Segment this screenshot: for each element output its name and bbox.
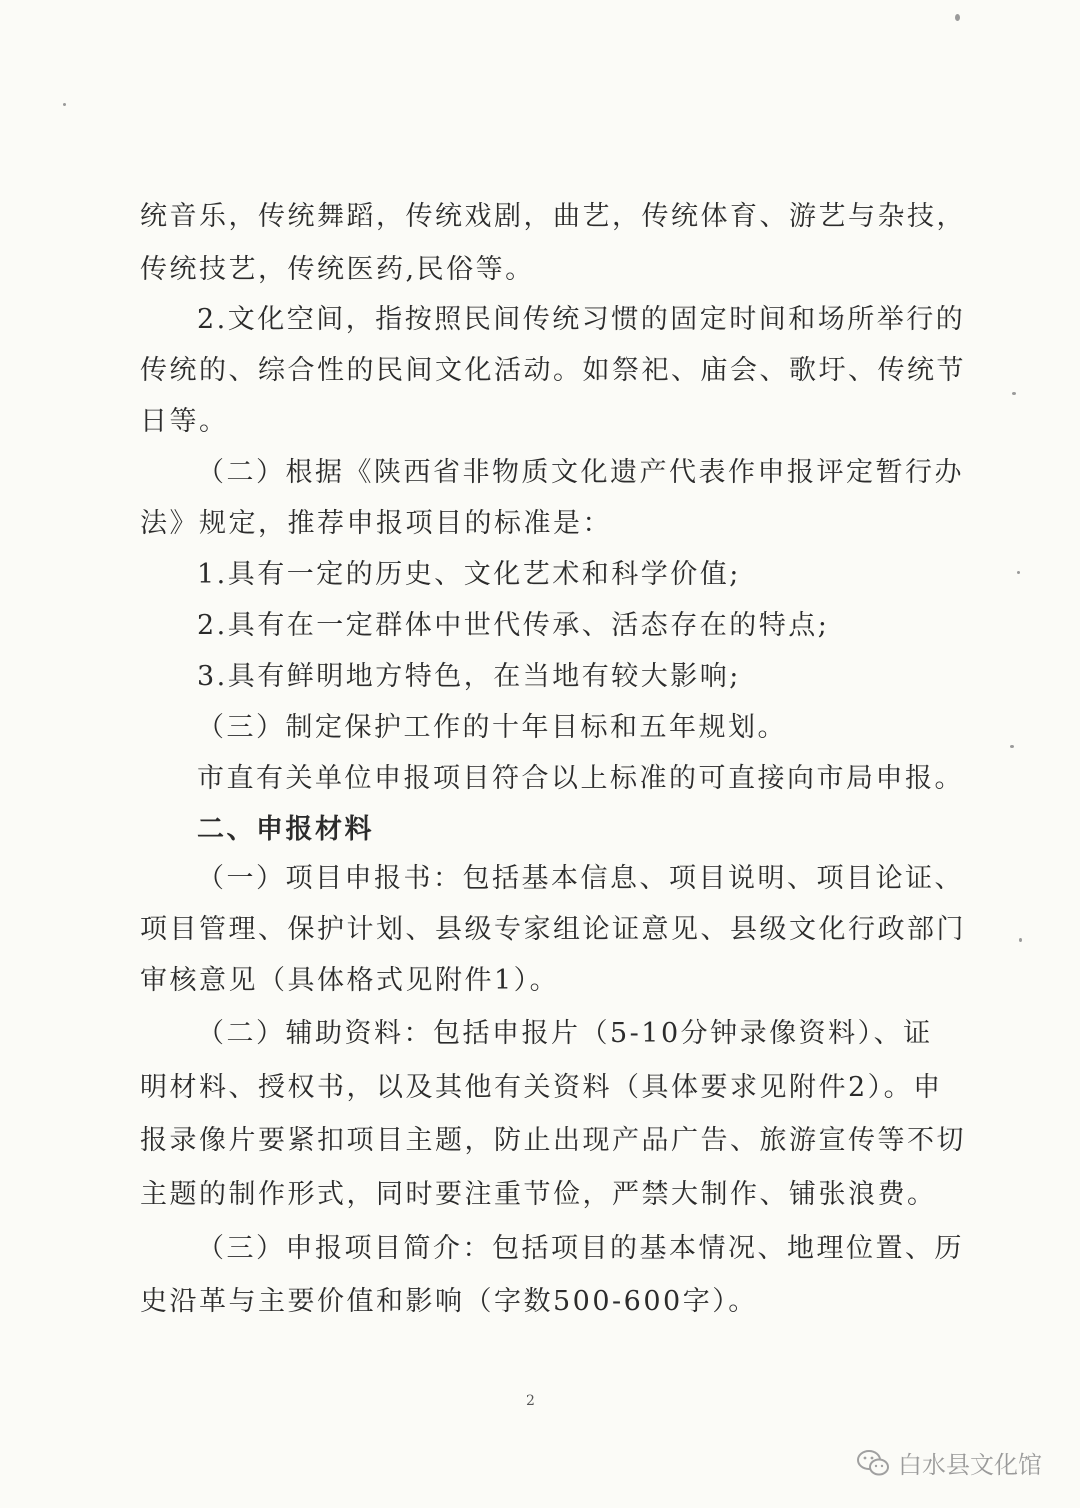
scan-speck <box>63 103 66 106</box>
text-line: （一）项目申报书：包括基本信息、项目说明、项目论证、 <box>197 863 964 894</box>
scan-speck <box>1019 938 1022 942</box>
list-item: 3.具有鲜明地方特色，在当地有较大影响; <box>197 661 741 692</box>
text-line: 审核意见（具体格式见附件1）。 <box>140 965 560 996</box>
text-line: 传统技艺，传统医药,民俗等。 <box>140 254 535 285</box>
text-line: 明材料、授权书，以及其他有关资料（具体要求见附件2）。申 <box>140 1072 943 1103</box>
account-watermark <box>856 1445 1042 1480</box>
text-line: 报录像片要紧扣项目主题，防止出现产品广告、旅游宣传等不切 <box>140 1125 966 1156</box>
scan-speck <box>955 14 960 21</box>
text-line: 项目管理、保护计划、县级专家组论证意见、县级文化行政部门 <box>140 914 966 945</box>
text-line: 传统的、综合性的民间文化活动。如祭祀、庙会、歌圩、传统节 <box>140 355 966 386</box>
scan-speck <box>1012 392 1016 395</box>
text-line: （三）制定保护工作的十年目标和五年规划。 <box>197 712 787 743</box>
scan-speck <box>1010 745 1014 748</box>
text-line: （二）辅助资料：包括申报片（5-10分钟录像资料）、证 <box>197 1018 933 1049</box>
text-line: 主题的制作形式，同时要注重节俭，严禁大制作、铺张浪费。 <box>140 1179 937 1210</box>
text-line: 法》规定，推荐申报项目的标准是： <box>140 508 612 539</box>
list-item: 1.具有一定的历史、文化艺术和科学价值; <box>197 559 741 590</box>
list-item: 2.具有在一定群体中世代传承、活态存在的特点; <box>197 610 830 641</box>
text-line: 统音乐，传统舞蹈，传统戏剧，曲艺，传统体育、游艺与杂技， <box>140 201 966 232</box>
text-line: 史沿革与主要价值和影响（字数500-600字）。 <box>140 1286 758 1317</box>
text-line: 2.文化空间，指按照民间传统习惯的固定时间和场所举行的 <box>197 304 966 335</box>
page-number: 2 <box>526 1393 535 1409</box>
watermark-text: 白水县文化馆 <box>898 1451 1042 1479</box>
wechat-icon <box>856 1449 890 1477</box>
scan-speck <box>1017 571 1020 574</box>
section-heading: 二、申报材料 <box>197 814 374 845</box>
text-line: （二）根据《陕西省非物质文化遗产代表作申报评定暂行办 <box>197 457 964 488</box>
text-line: 市直有关单位申报项目符合以上标准的可直接向市局申报。 <box>197 763 964 794</box>
text-line: （三）申报项目简介：包括项目的基本情况、地理位置、历 <box>197 1233 964 1264</box>
text-line: 日等。 <box>140 406 229 437</box>
